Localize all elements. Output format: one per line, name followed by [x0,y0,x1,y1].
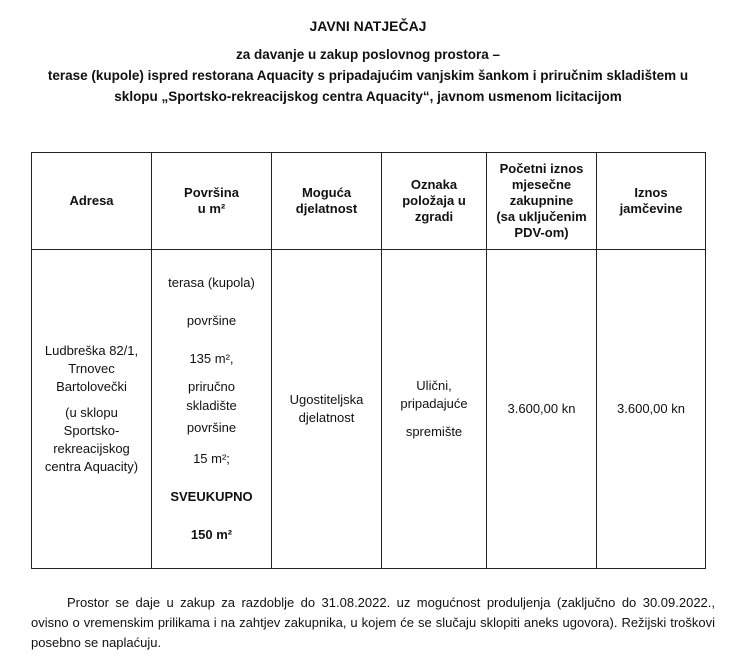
cell-address: Ludbreška 82/1, Trnovec Bartolovečki (u sklopu Sportsko- rekreacijskog centra Aquacity) [32,250,152,569]
header-address: Adresa [32,153,152,250]
table-row [32,250,706,569]
header-position: Oznaka položaja u zgradi [382,153,487,250]
header-rent: Početni iznos mjesečne zakupnine (sa uključenim PDV-om) [487,153,597,250]
cell-rent: 3.600,00 kn [487,250,597,569]
subtitle-line-1: za davanje u zakup poslovnog prostora – [235,47,501,62]
header-activity: Moguća djelatnost [272,153,382,250]
subtitle-line-2: terase (kupole) ispred restorana Aquacity s pripadajućim vanjskim šankom i priručnim skladištem u [47,68,689,83]
cell-activity: Ugostiteljska djelatnost [272,250,382,569]
cell-deposit: 3.600,00 kn [597,250,706,569]
cell-position: Ulični, pripadajuće spremište [382,250,487,569]
header-deposit: Iznos jamčevine [597,153,706,250]
document-title: JAVNI NATJEČAJ [309,18,427,34]
cell-area: terasa (kupola) površine 135 m², priručno skladište površine 15 m²; SVEUKUPNO 150 m² [152,250,272,569]
header-area: Površina u m² [152,153,272,250]
footer-paragraph: Prostor se daje u zakup za razdoblje do 31.08.2022. uz mogućnost produljenja (zaključno do 30.09.2022., ovisno o vremenskim prilikama i na zahtjev zakupnika, u kojem će se slučaju sklopiti aneks ugovora). Režijski troškovi posebno se naplaćuju. [31,595,715,650]
document-subtitle [20,44,716,107]
subtitle-line-3: sklopu „Sportsko-rekreacijskog centra Aquacity“, javnom usmenom licitacijom [114,89,622,104]
table-header-row [32,153,706,250]
offer-table [31,152,706,569]
